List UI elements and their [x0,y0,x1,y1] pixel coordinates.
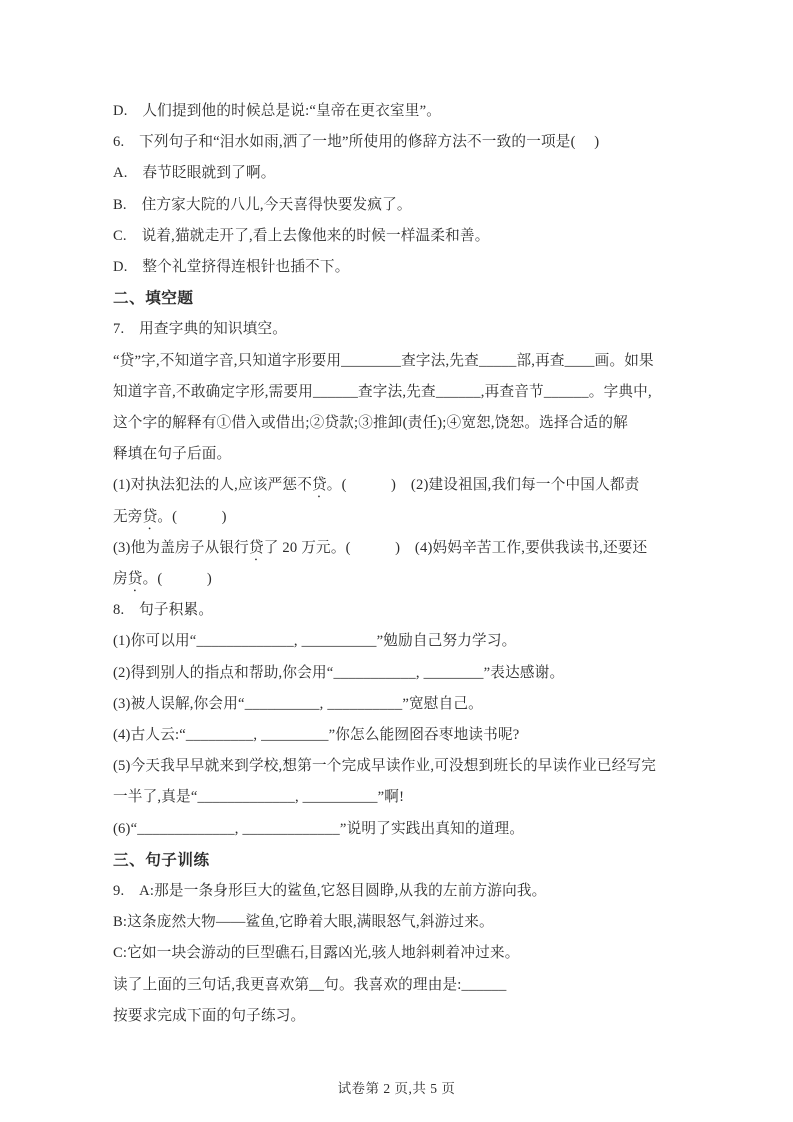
section-heading: 三、句子训练 [113,851,210,869]
document-line: D. 整个礼堂挤得连根针也插不下。 [113,259,350,276]
document-line: D. 人们提到他的时候总是说:“皇帝在更衣室里”。 [113,103,442,119]
emphasis-char: 贷 [312,477,327,494]
document-line: “贷”字,不知道字音,只知道字形要用________查字法,先查_____部,再查____画。如果 [113,352,654,369]
document-line: C:它如一块会游动的巨型礁石,目露凶光,骇人地斜刺着冲过来。 [113,945,520,962]
section-heading: 二、填空题 [113,290,194,308]
document-line: (1)对执法犯法的人,应该严惩不贷。( ) (2)建设祖国,我们每一个中国人都责 [113,477,640,494]
emphasis-char: 贷 [248,539,264,556]
document-line: (1)你可以用“_____________, __________”勉励自己努力学习。 [113,633,517,650]
document-line: (3)他为盖房子从银行贷了 20 万元。( ) (4)妈妈辛苦工作,要供我读书,还要还 [113,539,648,556]
document-line: 读了上面的三句话,我更喜欢第__句。我喜欢的理由是:______ [113,976,507,993]
document-line: (4)古人云:“_________, _________”你怎么能囫囵吞枣地读书呢? [113,727,520,744]
document-line: B:这条庞然大物——鲨鱼,它睁着大眼,满眼怒气,斜游过来。 [113,914,494,931]
document-line: 一半了,真是“_____________, __________”啊! [113,789,405,806]
document-line: A. 春节眨眼就到了啊。 [113,165,276,182]
document-line: (6)“_____________, _____________”说明了实践出真知的道理。 [113,820,525,837]
document-line: 房贷。( ) [113,571,212,588]
document-line: (2)得到别人的指点和帮助,你会用“___________, ________”表达感谢。 [113,664,565,681]
document-line: 知道字音,不敢确定字形,需要用______查字法,先查______,再查音节______。字典中, [113,383,652,400]
document-line: 无旁贷。( ) [113,508,227,525]
emphasis-char: 贷 [142,508,158,525]
document-line: 8. 句子积累。 [113,602,214,619]
document-line: 这个字的解释有①借入或借出;②贷款;③推卸(责任);④宽恕,饶恕。选择合适的解 [113,415,628,432]
document-line: 按要求完成下面的句子练习。 [113,1007,306,1024]
document-line: 9. A:那是一条身形巨大的鲨鱼,它怒目圆睁,从我的左前方游向我。 [113,883,547,900]
document-lines [113,96,713,1032]
document-line: (3)被人误解,你会用“__________, __________”宽慰自己。 [113,695,483,712]
emphasis-char: 贷 [127,571,143,588]
document-line: B. 住方家大院的八儿,今天喜得快要发疯了。 [113,196,412,213]
document-line: C. 说着,猫就走开了,看上去像他来的时候一样温柔和善。 [113,227,490,244]
document-line: 6. 下列句子和“泪水如雨,洒了一地”所使用的修辞方法不一致的一项是( ) [113,134,600,151]
document-line: 7. 用查字典的知识填空。 [113,321,288,338]
page-footer: 试卷第 2 页,共 5 页 [337,1081,456,1096]
document-line: (5)今天我早早就来到学校,想第一个完成早读作业,可没想到班长的早读作业已经写完 [113,758,657,775]
document-line: 释填在句子后面。 [113,446,232,463]
